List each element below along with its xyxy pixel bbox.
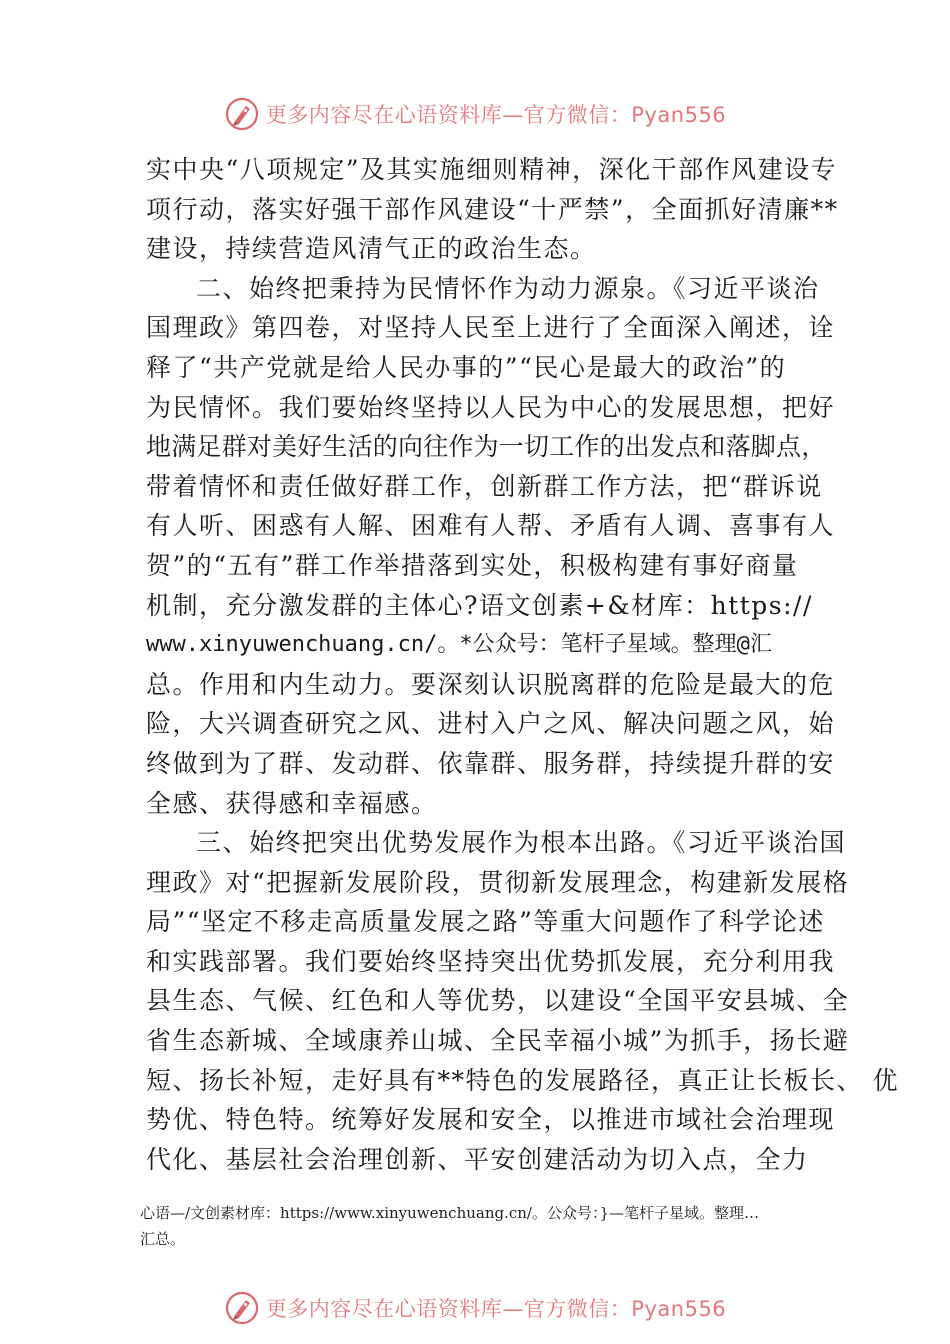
body-line: 势优、特色特。统筹好发展和安全，以推进市域社会治理现 [146,1105,836,1135]
footnote [140,1200,840,1252]
paragraph-heading-line: 二、始终把秉持为民情怀作为动力源泉。《习近平谈治 [196,273,820,303]
body-line: 释了“共产党就是给人民办事的”“民心是最大的政治”的 [146,352,787,382]
footer-watermark-text: 更多内容尽在心语资料库—官方微信：Pyan556 [265,1297,727,1321]
body-line: 国理政》第四卷，对坚持人民至上进行了全面深入阐述，诠 [146,313,836,343]
footnote-line: 汇总。 [140,1230,186,1248]
body-line: 实中央“八项规定”及其实施细则精神，深化干部作风建设专 [146,155,838,184]
body-line: 省生态新城、全域康养山城、全民幸福小城”为抓手，扬长避 [146,1026,850,1056]
header-watermark-text: 更多内容尽在心语资料库—官方微信：Pyan556 [265,103,727,127]
footnote-line: 心语—/文创素材库：https://www.xinyuwenchuang.cn/。公众号：}—笔杆子星域。整理… [140,1204,760,1222]
body-line: 建设，持续营造风清气正的政治生态。 [146,234,597,264]
footer-watermark-banner [0,1288,950,1328]
body-line: 总。作用和内生动力。要深刻认识脱离群的危险是最大的危 [146,669,836,699]
body-line: 和实践部署。我们要始终坚持突出优势抓发展，充分利用我 [146,946,836,976]
body-line: 局”“坚定不移走高质量发展之路”等重大问题作了科学论述 [146,907,825,937]
body-line: 有人听、困惑有人解、困难有人帮、矛盾有人调、喜事有人 [146,511,836,541]
header-watermark-banner [0,94,950,134]
body-line: 险，大兴调查研究之风、进村入户之风、解决问题之风，始 [146,709,836,739]
body-line: 带着情怀和责任做好群工作，创新群工作方法，把“群诉说 [146,471,823,501]
body-line-url: www.xinyuwenchuang.cn/。*公众号：笔杆子星域。整理@汇 [146,632,772,658]
pen-nib-logo-icon [224,1290,260,1326]
body-line: 为民情怀。我们要始终坚持以人民为中心的发展思想，把好 [146,392,836,422]
document-body [146,150,899,1179]
body-line: 县生态、气候、红色和人等优势，以建设“全国平安县城、全 [146,986,850,1016]
body-line: 全感、获得感和幸福感。 [146,788,438,818]
body-line: 代化、基层社会治理创新、平安创建活动为切入点，全力 [146,1144,809,1174]
pen-nib-logo-icon [224,96,260,132]
body-line: 地满足群对美好生活的向往作为一切工作的出发点和落脚点， [146,432,827,462]
body-line: 贺”的“五有”群工作举措落到实处，积极构建有事好商量 [146,550,799,580]
body-line: 短、扬长补短，走好具有**特色的发展路径，真正让长板长、 优 [146,1065,899,1095]
body-line: 机制，充分激发群的主体心?语文创素+&材库：https:// [146,590,813,620]
body-line: 项行动，落实好强干部作风建设“十严禁”，全面抓好清廉** [146,194,839,224]
body-line: 终做到为了群、发动群、依靠群、服务群，持续提升群的安 [146,748,836,778]
paragraph-heading-line: 三、始终把突出优势发展作为根本出路。《习近平谈治国 [196,828,847,858]
body-line: 理政》对“把握新发展阶段，贯彻新发展理念，构建新发展格 [146,867,850,897]
